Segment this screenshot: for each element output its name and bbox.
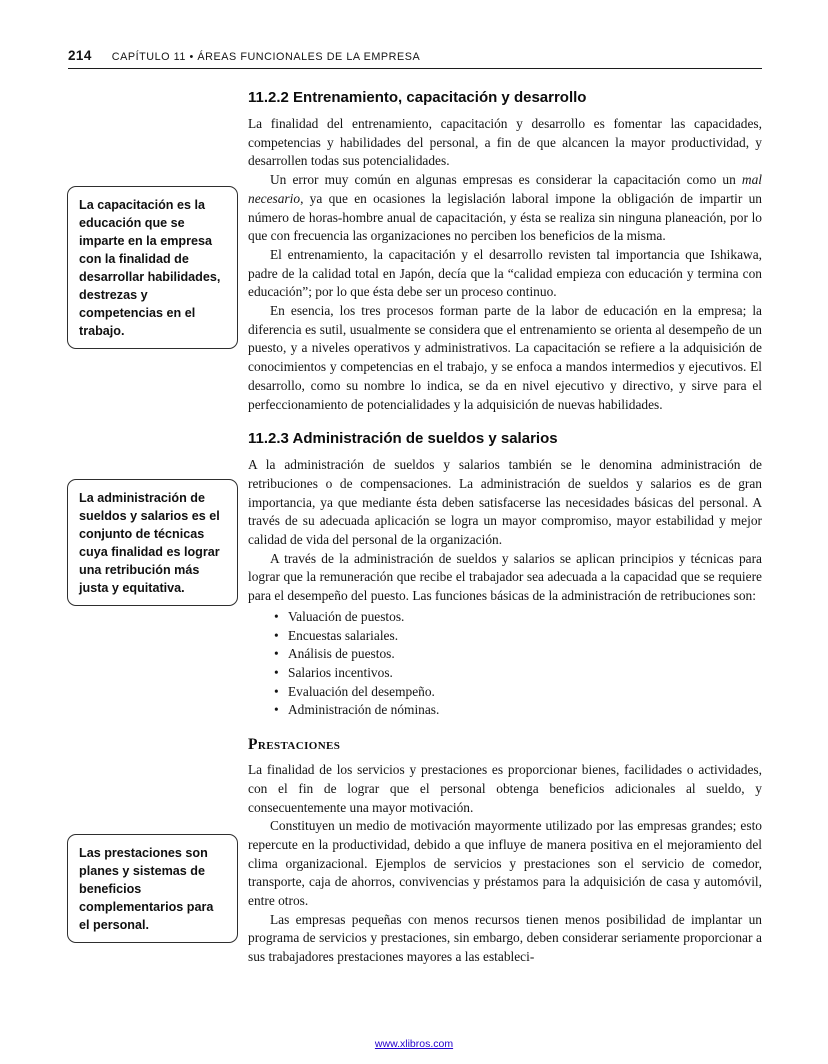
page-header	[68, 48, 762, 63]
header-rule	[68, 68, 762, 69]
paragraph: La finalidad de los servicios y prestaciones es proporcionar bienes, facilidades o actividades, con el fin de lograr que el personal obtenga beneficios adicionales al sueldo, y consecuentemente una mayor motivación.	[248, 762, 762, 815]
paragraph: La finalidad del entrenamiento, capacitación y desarrollo es fomentar las capacidades, competencias y habilidades del personal, a fin de que alcancen la mayor productividad, y desarrollen todas sus potencialidades.	[248, 116, 762, 169]
section-entrenamiento	[248, 88, 762, 414]
bullet-item: • Administración de nóminas.	[274, 701, 762, 720]
bullet-item: • Análisis de puestos.	[274, 645, 762, 664]
functions-bullet-list	[274, 608, 762, 720]
paragraph: A la administración de sueldos y salarios también se le denomina administración de retribuciones o de compensaciones. La administración de sueldos y salarios es de gran importancia, ya que mediante ésta deben satisfacerse las necesidades básicas del personal. A través de su adecuada aplicación se logra un mayor compromiso, mayor estabilidad y mejor calidad de vida del personal de la organización.	[248, 457, 762, 548]
margin-note-text: La administración de sueldos y salarios es el conjunto de técnicas cuya finalidad es lograr una retribución más justa y equitativa.	[79, 491, 220, 595]
section-heading: Prestaciones	[248, 736, 341, 754]
section-heading: 11.2.3 Administración de sueldos y salarios	[248, 430, 558, 448]
italic-term: mal necesario	[248, 172, 762, 206]
margin-note-prestaciones	[67, 834, 238, 943]
page-footer	[0, 1034, 828, 1052]
section-heading: 11.2.2 Entrenamiento, capacitación y desarrollo	[248, 89, 587, 106]
bullet-item: • Salarios incentivos.	[274, 664, 762, 683]
bullet-item: • Valuación de puestos.	[274, 608, 762, 627]
chapter-title: CAPÍTULO 11 • ÁREAS FUNCIONALES DE LA EMPRESA	[111, 51, 421, 63]
paragraph: En esencia, los tres procesos forman parte de la labor de educación en la empresa; la diferencia es sutil, usualmente se considera que el entrenamiento se orienta al desempeño de un puesto, y a niveles operativos y administrativos. La capacitación se refiere a la adquisición de conocimientos y competencias en el trabajo, y se enfoca a mandos intermedios y ejecutivos. El desarrollo, como su nombre lo indica, se da en nivel ejecutivo y directivo, y sirve para el perfeccionamiento de potencialidades y la adquisición de nuevas habilidades.	[248, 303, 762, 412]
margin-note-text: La capacitación es la educación que se imparte en la empresa con la finalidad de desarrollar habilidades, destrezas y competencias en el trabajo.	[79, 198, 221, 338]
main-text-column	[248, 88, 762, 967]
paragraph: A través de la administración de sueldos y salarios se aplican principios y técnicas para lograr que la remuneración que recibe el trabajador sea adecuada a la capacidad que se requiere para el desempeño del puesto. Las funciones básicas de la administración de retribuciones son:	[248, 550, 762, 604]
section-sueldos-salarios	[248, 429, 762, 720]
margin-note-capacitacion	[67, 186, 238, 349]
paragraph: Las empresas pequeñas con menos recursos tienen menos posibilidad de implantar un programa de servicios y prestaciones, sin embargo, deben considerar seriamente proporcionar a sus trabajadores prestaciones mayores a las estableci-	[248, 911, 762, 965]
margin-note-sueldos-salarios	[67, 479, 238, 606]
paragraph	[248, 171, 762, 246]
paragraph: Constituyen un medio de motivación mayormente utilizado por las empresas grandes; esto repercute en la productividad, debido a que influye de manera positiva en el mejoramiento del clima organizacional. Ejemplos de servicios y prestaciones son el servicio de comedor, transporte, caja de ahorros, convivencias y préstamos para la adquisición de casa y automóvil, entre otros.	[248, 818, 762, 909]
paragraph-text: Un error muy común en algunas empresas es considerar la capacitación como un	[270, 172, 742, 188]
margin-note-text: Las prestaciones son planes y sistemas de beneficios complementarios para el personal.	[79, 846, 214, 932]
paragraph-text: , ya que en ocasiones la legislación laboral impone la obligación de impartir un número de horas-hombre anual de capacitación, y ésta se realiza sin ninguna planeación, por lo que con frecuencia las organizaciones no perciben los beneficios de la misma.	[248, 190, 762, 244]
paragraph: El entrenamiento, la capacitación y el desarrollo revisten tal importancia que Ishikawa, padre de la calidad total en Japón, decía que la “calidad empieza con educación y termina con educación”; por lo que ésta debe ser un proceso continuo.	[248, 246, 762, 300]
section-prestaciones	[248, 735, 762, 967]
page-number: 214	[68, 48, 92, 63]
bullet-item: • Encuestas salariales.	[274, 627, 762, 646]
bullet-item: • Evaluación del desempeño.	[274, 683, 762, 702]
footer-link[interactable]: www.xlibros.com	[374, 1038, 454, 1050]
